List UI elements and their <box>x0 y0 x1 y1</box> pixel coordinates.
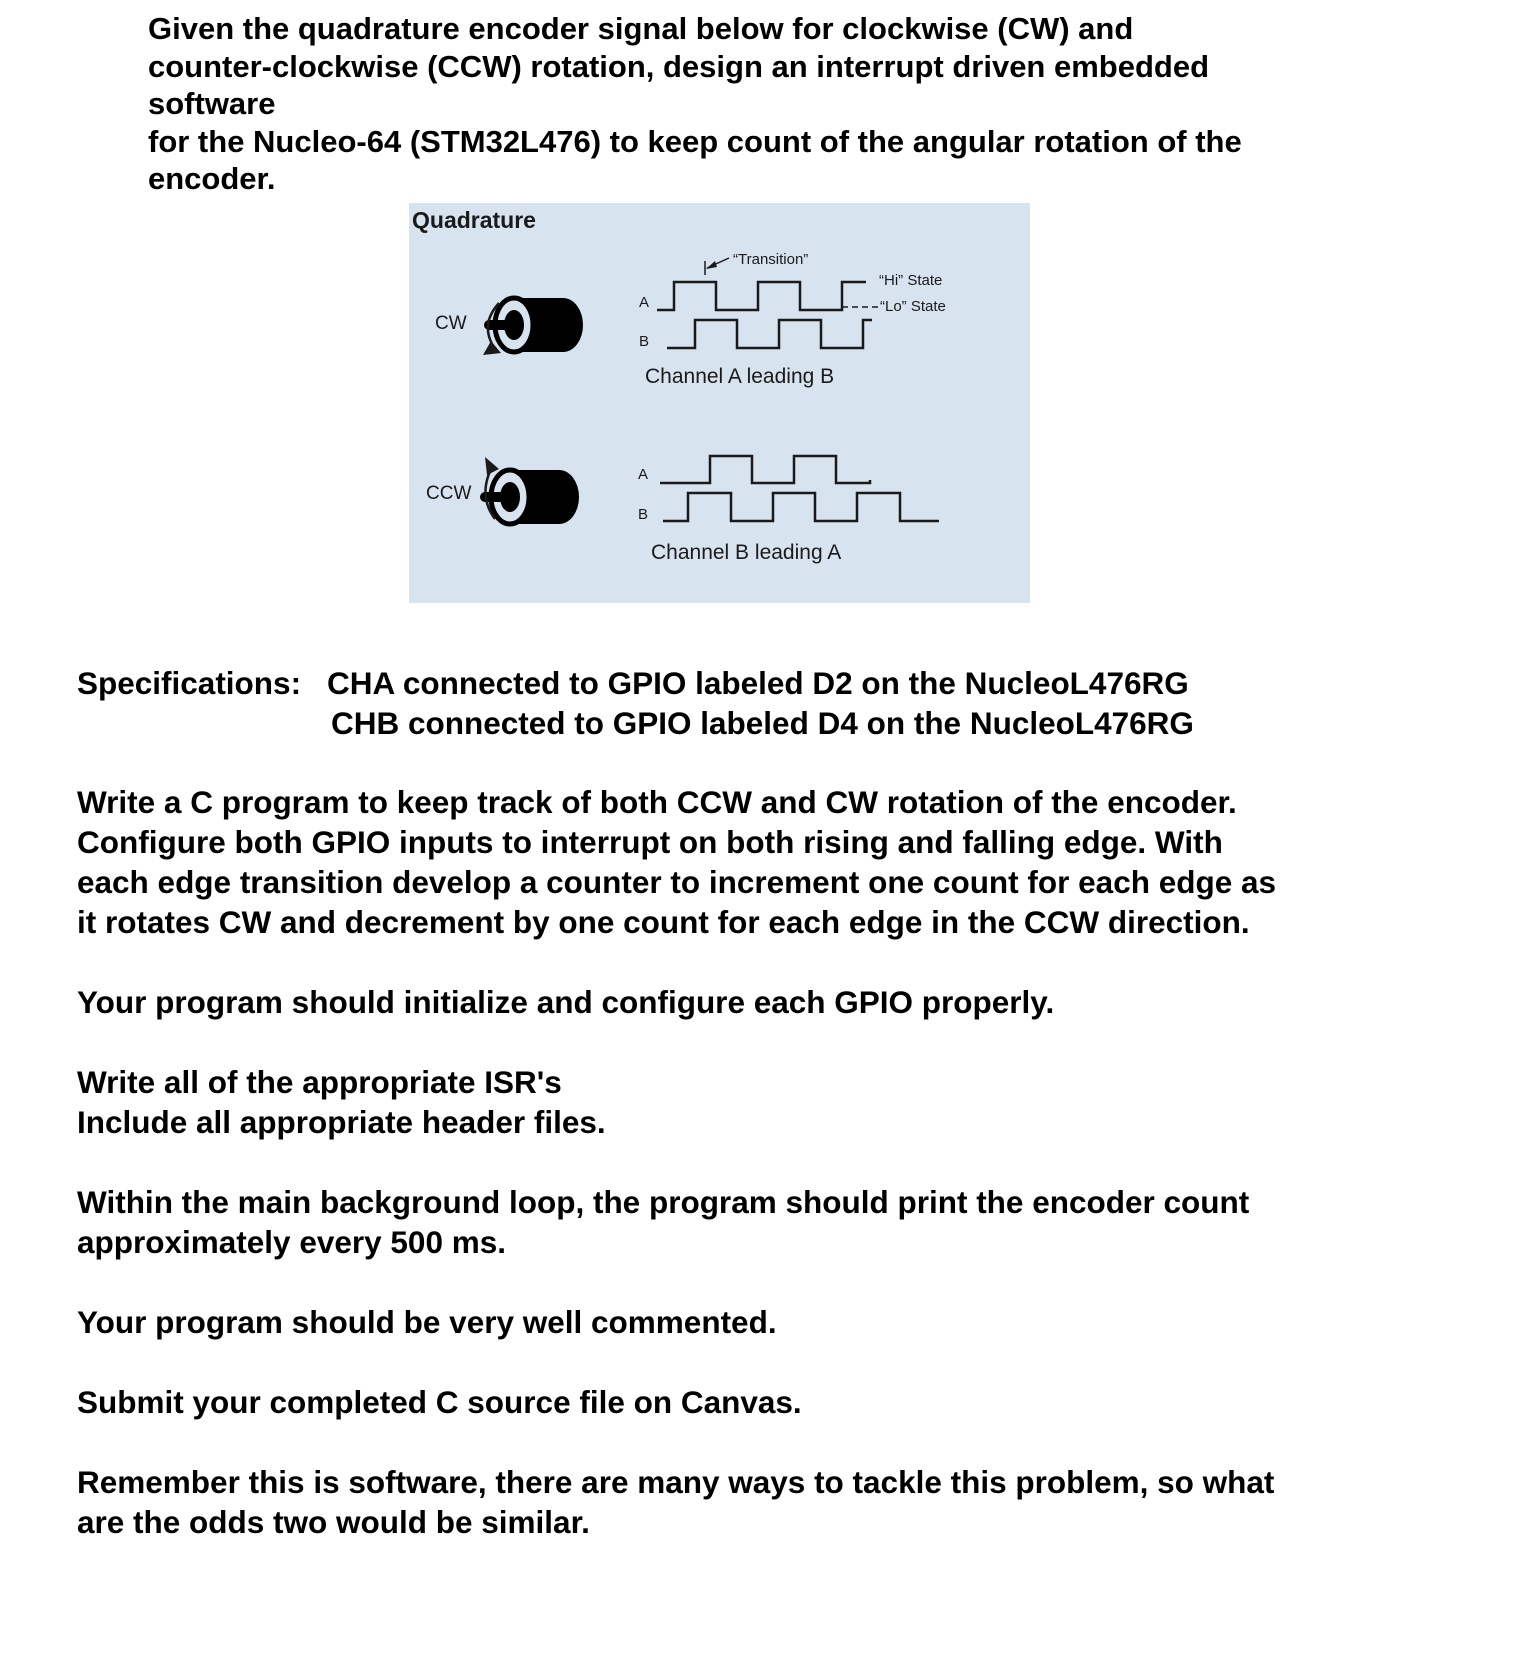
quadrature-diagram <box>409 203 1030 603</box>
task-line: it rotates CW and decrement by one count for each edge in the CCW direction. <box>77 904 1250 940</box>
cw-channel-b-label: B <box>639 333 650 350</box>
specifications-label: Specifications: <box>77 665 302 701</box>
intro-line: for the Nucleo-64 (STM32L476) to keep count of the angular rotation of the <box>148 123 1242 159</box>
cw-label: CW <box>435 313 467 334</box>
ccw-encoder-icon <box>480 470 579 524</box>
ccw-channel-b-waveform <box>663 493 939 521</box>
isr-line: Write all of the appropriate ISR's <box>77 1064 562 1100</box>
init-paragraph <box>77 982 1437 1022</box>
submit-paragraph <box>77 1382 1437 1422</box>
spec-line: CHB connected to GPIO labeled D4 on the NucleoL476RG <box>331 705 1194 741</box>
ccw-channel-a-label: A <box>638 466 649 483</box>
intro-line: encoder. <box>148 161 276 196</box>
ccw-label: CCW <box>426 483 472 504</box>
intro-line: counter-clockwise (CCW) rotation, design an interrupt driven embedded <box>148 48 1210 84</box>
comments-line: Your program should be very well commented. <box>77 1304 777 1340</box>
task-paragraph <box>77 782 1437 942</box>
cw-caption: Channel A leading B <box>645 365 835 388</box>
remember-line: Remember this is software, there are many ways to tackle this problem, so what <box>77 1464 1275 1500</box>
intro-line: software <box>148 86 276 121</box>
intro-paragraph <box>148 10 1378 198</box>
remember-paragraph <box>77 1462 1437 1542</box>
task-line: each edge transition develop a counter to increment one count for each edge as <box>77 864 1277 900</box>
init-line: Your program should initialize and configure each GPIO properly. <box>77 984 1055 1020</box>
cw-channel-a-waveform <box>657 282 866 310</box>
spec-line: CHA connected to GPIO labeled D2 on the NucleoL476RG <box>327 665 1189 701</box>
cw-channel-b-waveform <box>667 320 872 348</box>
task-line: Write a C program to keep track of both CCW and CW rotation of the encoder. <box>77 784 1237 820</box>
specifications <box>77 663 1437 743</box>
isr-line: Include all appropriate header files. <box>77 1104 606 1140</box>
transition-pointer <box>705 258 729 275</box>
loop-paragraph <box>77 1182 1437 1262</box>
cw-encoder-icon <box>484 298 583 352</box>
cw-channel-a-label: A <box>639 294 650 311</box>
isr-paragraph <box>77 1062 1437 1142</box>
quadrature-figure <box>409 203 1030 603</box>
loop-line: approximately every 500 ms. <box>77 1224 507 1260</box>
remember-line: are the odds two would be similar. <box>77 1504 590 1540</box>
ccw-channel-a-waveform <box>660 456 870 483</box>
loop-line: Within the main background loop, the program should print the encoder count <box>77 1184 1250 1220</box>
ccw-caption: Channel B leading A <box>651 541 842 564</box>
hi-state-label: “Hi” State <box>879 272 943 289</box>
figure-title: Quadrature <box>412 207 536 233</box>
intro-line: Given the quadrature encoder signal below for clockwise (CW) and <box>148 11 1134 46</box>
submit-line: Submit your completed C source file on Canvas. <box>77 1384 802 1420</box>
transition-label: “Transition” <box>733 251 809 268</box>
lo-state-label: “Lo” State <box>880 298 946 315</box>
comments-paragraph <box>77 1302 1437 1342</box>
task-line: Configure both GPIO inputs to interrupt on both rising and falling edge. With <box>77 824 1223 860</box>
ccw-channel-b-label: B <box>638 506 649 523</box>
